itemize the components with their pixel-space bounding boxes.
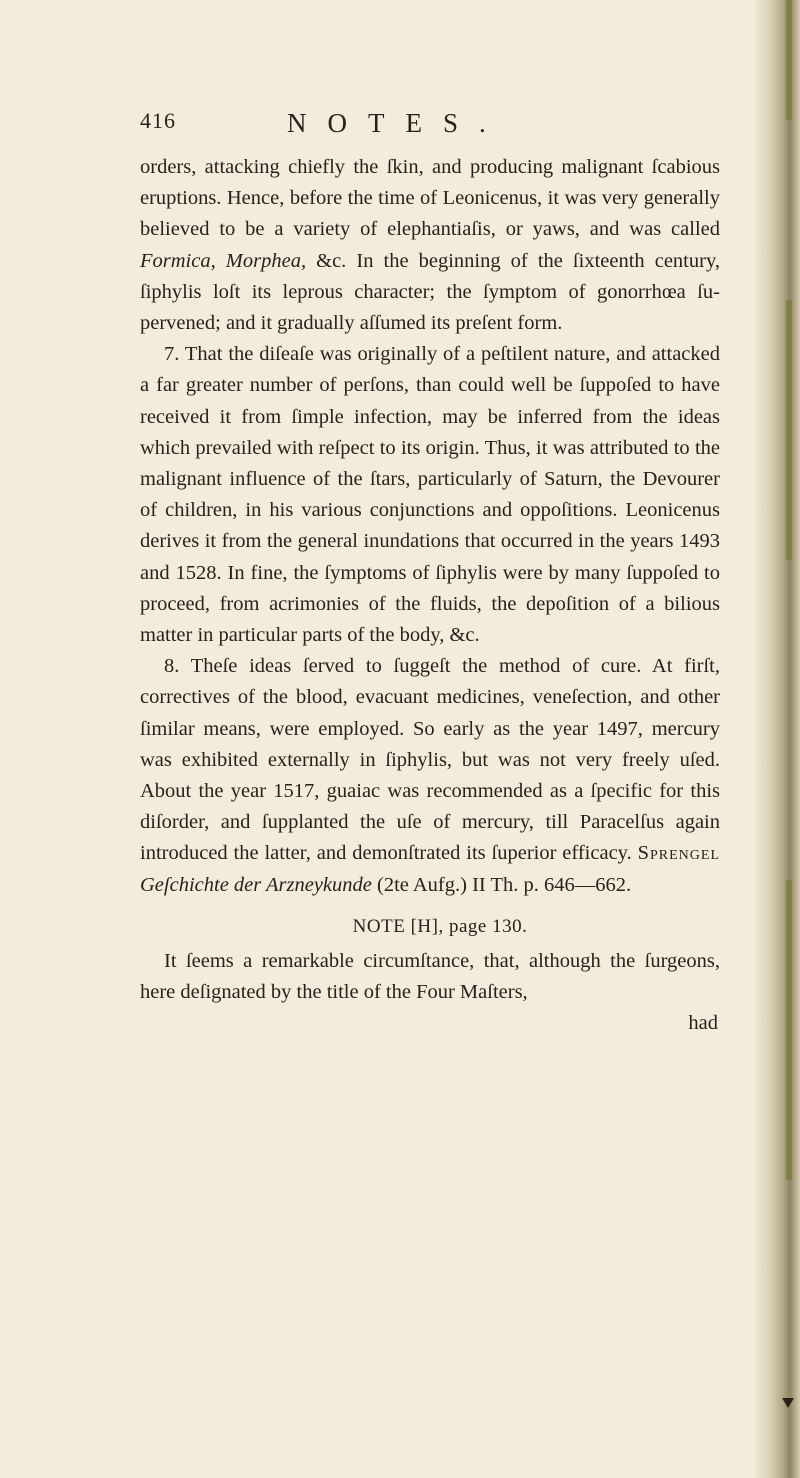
- page-header: [140, 108, 720, 152]
- edge-stain: [786, 300, 792, 560]
- running-head: NOTES.: [287, 108, 507, 138]
- note-heading: NOTE [H], page 130.: [352, 915, 528, 937]
- body-text: [140, 152, 720, 1040]
- book-page: [140, 108, 720, 1040]
- edge-marker-icon: [782, 1398, 794, 1408]
- edge-stain: [786, 0, 792, 120]
- page-number: 416: [140, 108, 176, 133]
- paragraph-8: 8. Theſe ideas ſerved to ſuggeſt the method of cure. At firſt, correctives of the blood, evacuant medicines, veneſection, and other ſimilar means, were employed. So early as the year 1497, mercury was exhibited externally in ſiphylis, but was not very freely uſed. About the year 1517, guaiac was recommended as a ſpecific for this diſorder, and ſupplanted the uſe of mercury, till Paracelſus again introduced the latter, and demonſtrated its ſuperior efficacy. Sprengel Geſchichte der Arzneykunde (2te Aufg.) II Th. p. 646—662.: [140, 655, 720, 896]
- note-h-paragraph: It ſeems a remarkable circumſtance, that, although the ſurgeons, here deſignated by the title of the Four Maſters,: [140, 950, 720, 1004]
- work-title: Geſchichte der Arzneykunde: [140, 873, 372, 896]
- edge-stain: [786, 880, 792, 1180]
- paragraph-7: 7. That the diſeaſe was originally of a peſtilent nature, and attacked a far greater number of perſons, than could well be ſuppoſed to have received it from ſimple infection, may be inferred from the ideas which prevailed with reſpect to its origin. Thus, it was attributed to the malignant influence of the ſtars, particularly of Saturn, the Devourer of children, in his various conjunctions and oppoſitions. Leonicenus derives it from the general inundations that occurred in the years 1493 and 1528. In fine, the ſymptoms of ſiphylis were by many ſuppoſed to proceed, from acrimonies of the fluids, the depoſition of a bilious matter in particular parts of the body, &c.: [140, 343, 720, 647]
- catchword: had: [688, 1012, 718, 1035]
- paragraph-continuation: orders, attacking chiefly the ſkin, and producing malignant ſcabious eruptions. Hence, before the time of Leonicenus, it was very generally believed to be a variety of elephantiaſis, or yaws, and was called Formica, Morphea, &c. In the beginning of the ſixteenth century, ſiphylis loſt its leprous character; the ſymptom of gonorrhœa ſupervened; and it gradually aſſumed its preſent form.: [140, 156, 720, 335]
- author-name: Sprengel: [637, 842, 720, 865]
- page-edge: [754, 0, 800, 1478]
